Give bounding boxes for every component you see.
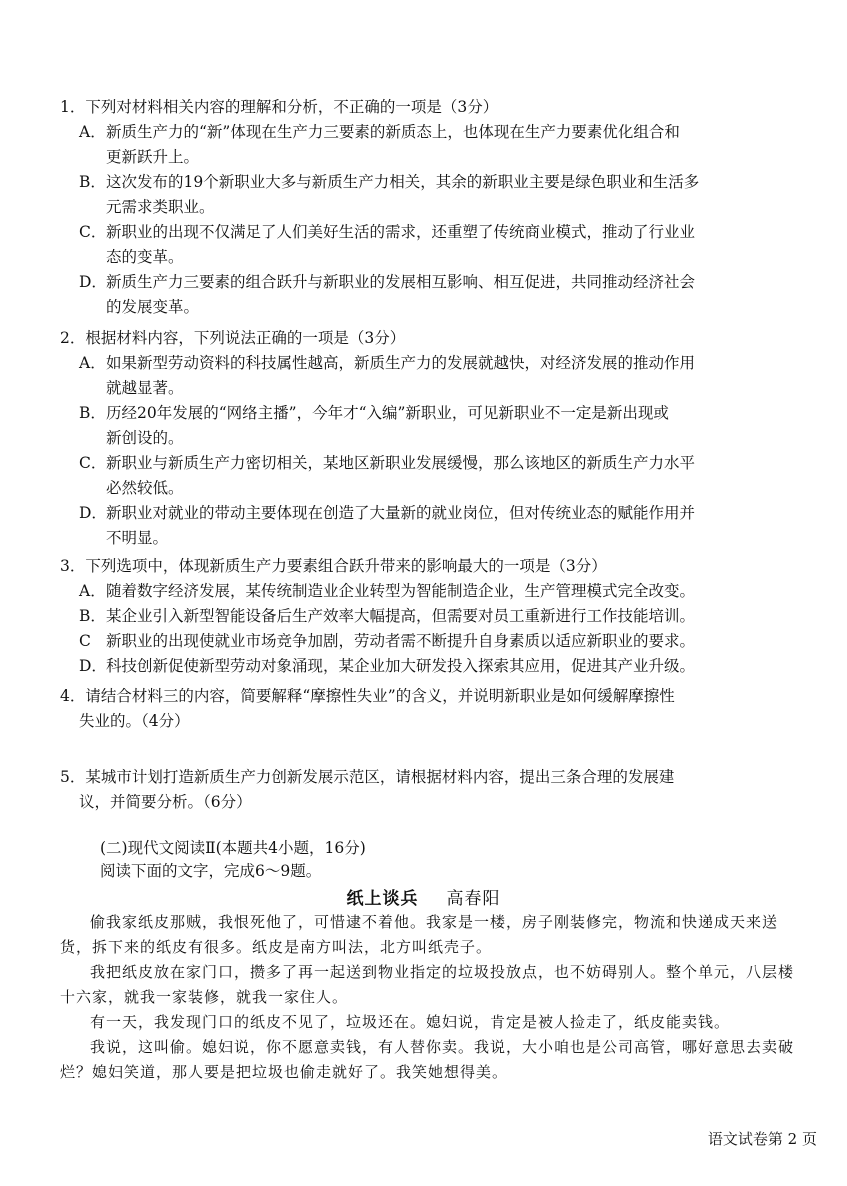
question-1 (60, 95, 790, 320)
question-stem: 5．某城市计划打造新质生产力创新发展示范区，请根据材料内容，提出三条合理的发展建 (60, 768, 675, 786)
option-a: A．随着数字经济发展，某传统制造业企业转型为智能制造企业，生产管理模式完全改变。 (79, 582, 696, 600)
option-b: B．历经20年发展的“网络主播”，今年才“入编”新职业，可见新职业不一定是新出现或 (79, 404, 669, 422)
question-stem: 4．请结合材料三的内容，简要解释“摩擦性失业”的含义，并说明新职业是如何缓解摩擦性 (60, 687, 675, 705)
question-3 (60, 554, 790, 679)
option-a-continued: 更新跃升上。 (106, 148, 200, 166)
page-footer: 语文试卷第 2 页 (707, 1130, 817, 1148)
question-stem: 2．根据材料内容，下列说法正确的一项是（3分） (60, 329, 406, 347)
option-b: B．这次发布的19个新职业大多与新质生产力相关，其余的新职业主要是绿色职业和生活多 (79, 173, 700, 191)
option-c: C 新职业的出现使就业市场竞争加剧，劳动者需不断提升自身素质以适应新职业的要求。 (79, 632, 696, 650)
option-b-continued: 新创设的。 (106, 429, 184, 447)
option-d-continued: 不明显。 (106, 529, 169, 547)
option-c-continued: 必然较低。 (106, 479, 184, 497)
story-paragraph: 有一天，我发现门口的纸皮不见了，垃圾还在。媳妇说，肯定是被人捡走了，纸皮能卖钱。 (90, 1013, 731, 1031)
story-title: 纸上谈兵 (346, 889, 419, 909)
question-4 (60, 684, 790, 734)
question-stem: 1．下列对材料相关内容的理解和分析，不正确的一项是（3分） (60, 98, 499, 116)
option-d: D．新职业对就业的带动主要体现在创造了大量新的就业岗位，但对传统业态的赋能作用并 (79, 504, 696, 522)
story-paragraph: 我把纸皮放在家门口，攒多了再一起送到物业指定的垃圾投放点，也不妨碍别人。整个单元，八层楼十六家，就我一家装修，就我一家住人。 (60, 963, 795, 1006)
story-title-line (0, 884, 847, 909)
question-stem-continued: 议，并简要分析。（6分） (79, 793, 252, 811)
option-d: D．科技创新促使新型劳动对象涌现，某企业加大研发投入探索其应用，促进其产业升级。 (79, 657, 696, 675)
question-stem-continued: 失业的。（4分） (79, 712, 190, 730)
option-d-continued: 的发展变革。 (106, 298, 200, 316)
option-c: C．新职业与新质生产力密切相关，某地区新职业发展缓慢，那么该地区的新质生产力水平 (79, 454, 696, 472)
section-heading: (二)现代文阅读Ⅱ(本题共4小题，16分) (100, 839, 366, 857)
option-a: A．如果新型劳动资料的科技属性越高，新质生产力的发展就越快，对经济发展的推动作用 (79, 354, 696, 372)
question-2 (60, 326, 790, 551)
story-body (60, 910, 795, 1085)
section-instruction: 阅读下面的文字，完成6～9题。 (100, 862, 322, 880)
option-a-continued: 就越显著。 (106, 379, 184, 397)
question-stem: 3．下列选项中，体现新质生产力要素组合跃升带来的影响最大的一项是（3分） (60, 557, 607, 575)
option-a: A．新质生产力的“新”体现在生产力三要素的新质态上，也体现在生产力要素优化组合和 (79, 123, 680, 141)
option-c-continued: 态的变革。 (106, 248, 184, 266)
story-paragraph: 我说，这叫偷。媳妇说，你不愿意卖钱，有人替你卖。我说，大小咱也是公司高管，哪好意思去卖破烂？媳妇笑道，那人要是把垃圾也偷走就好了。我笑她想得美。 (60, 1038, 795, 1081)
option-c: C．新职业的出现不仅满足了人们美好生活的需求，还重塑了传统商业模式，推动了行业业 (79, 223, 696, 241)
question-5 (60, 765, 790, 815)
option-d: D．新质生产力三要素的组合跃升与新职业的发展相互影响、相互促进，共同推动经济社会 (79, 273, 696, 291)
option-b-continued: 元需求类职业。 (106, 198, 215, 216)
option-b: B．某企业引入新型智能设备后生产效率大幅提高，但需要对员工重新进行工作技能培训。 (79, 607, 696, 625)
story-author: 高春阳 (446, 889, 501, 909)
story-paragraph: 偷我家纸皮那贼，我恨死他了，可惜逮不着他。我家是一楼，房子刚装修完，物流和快递成天来送货，拆下来的纸皮有很多。纸皮是南方叫法，北方叫纸壳子。 (60, 913, 779, 956)
